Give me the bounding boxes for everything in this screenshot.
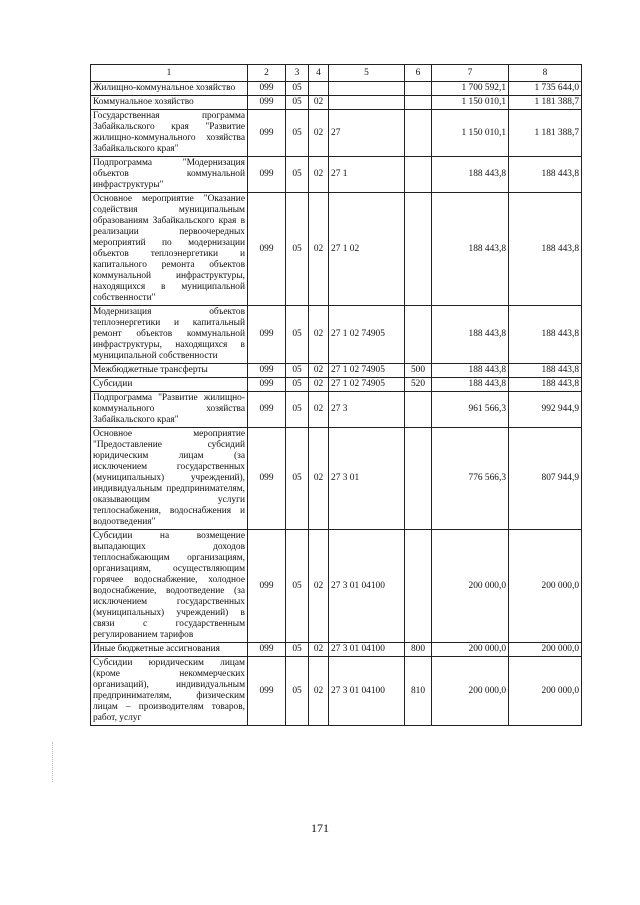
header-row bbox=[91, 65, 582, 82]
subsection-code: 02 bbox=[309, 643, 329, 657]
header-cell: 6 bbox=[405, 65, 432, 82]
table-row bbox=[91, 110, 582, 157]
target-article: 27 1 bbox=[329, 157, 405, 193]
table-row bbox=[91, 82, 582, 96]
ministry-code: 099 bbox=[248, 392, 286, 428]
subsection-code: 02 bbox=[309, 110, 329, 157]
table-row bbox=[91, 392, 582, 428]
table-row bbox=[91, 157, 582, 193]
section-code: 05 bbox=[286, 378, 309, 392]
table-body bbox=[91, 65, 582, 726]
target-article: 27 bbox=[329, 110, 405, 157]
row-name: Субсидии bbox=[91, 378, 248, 392]
ministry-code: 099 bbox=[248, 530, 286, 643]
expense-type bbox=[405, 530, 432, 643]
section-code: 05 bbox=[286, 157, 309, 193]
amount-year-1: 200 000,0 bbox=[432, 643, 509, 657]
amount-year-2: 1 735 644,0 bbox=[509, 82, 582, 96]
amount-year-1: 200 000,0 bbox=[432, 530, 509, 643]
amount-year-1: 1 150 010,1 bbox=[432, 110, 509, 157]
ministry-code: 099 bbox=[248, 428, 286, 530]
subsection-code: 02 bbox=[309, 306, 329, 364]
amount-year-2: 807 944,9 bbox=[509, 428, 582, 530]
row-name: Подпрограмма "Модернизация объектов коммунальной инфраструктуры" bbox=[91, 157, 248, 193]
amount-year-2: 992 944,9 bbox=[509, 392, 582, 428]
expense-type: 810 bbox=[405, 657, 432, 726]
table-row bbox=[91, 428, 582, 530]
amount-year-1: 188 443,8 bbox=[432, 306, 509, 364]
amount-year-2: 188 443,8 bbox=[509, 364, 582, 378]
section-code: 05 bbox=[286, 643, 309, 657]
expense-type bbox=[405, 392, 432, 428]
amount-year-2: 188 443,8 bbox=[509, 378, 582, 392]
row-name: Основное мероприятие "Оказание содействия муниципальным образованиям Забайкальского края в реализации первоочередных мероприятий по модернизации объектов теплоэнергетики и капитального ремонта объектов коммунальной инфраструктуры, находящихся в муниципальной собственности" bbox=[91, 193, 248, 306]
target-article bbox=[329, 96, 405, 110]
amount-year-2: 200 000,0 bbox=[509, 530, 582, 643]
row-name: Иные бюджетные ассигнования bbox=[91, 643, 248, 657]
amount-year-1: 188 443,8 bbox=[432, 364, 509, 378]
expense-type bbox=[405, 193, 432, 306]
section-code: 05 bbox=[286, 193, 309, 306]
amount-year-2: 200 000,0 bbox=[509, 643, 582, 657]
subsection-code: 02 bbox=[309, 657, 329, 726]
amount-year-1: 188 443,8 bbox=[432, 378, 509, 392]
ministry-code: 099 bbox=[248, 110, 286, 157]
table-row bbox=[91, 364, 582, 378]
amount-year-2: 188 443,8 bbox=[509, 306, 582, 364]
row-name: Модернизация объектов теплоэнергетики и капитальный ремонт объектов коммунальной инфраструктуры, находящихся в муниципальной собственности bbox=[91, 306, 248, 364]
section-code: 05 bbox=[286, 96, 309, 110]
subsection-code: 02 bbox=[309, 193, 329, 306]
expense-type bbox=[405, 157, 432, 193]
table-row bbox=[91, 378, 582, 392]
amount-year-1: 1 150 010,1 bbox=[432, 96, 509, 110]
ministry-code: 099 bbox=[248, 96, 286, 110]
expense-type bbox=[405, 110, 432, 157]
subsection-code: 02 bbox=[309, 364, 329, 378]
amount-year-2: 200 000,0 bbox=[509, 657, 582, 726]
amount-year-1: 1 700 592,1 bbox=[432, 82, 509, 96]
table-row bbox=[91, 193, 582, 306]
amount-year-2: 188 443,8 bbox=[509, 157, 582, 193]
table-row bbox=[91, 96, 582, 110]
subsection-code: 02 bbox=[309, 157, 329, 193]
section-code: 05 bbox=[286, 82, 309, 96]
ministry-code: 099 bbox=[248, 157, 286, 193]
subsection-code bbox=[309, 82, 329, 96]
section-code: 05 bbox=[286, 306, 309, 364]
table-row bbox=[91, 530, 582, 643]
ministry-code: 099 bbox=[248, 657, 286, 726]
header-cell: 8 bbox=[509, 65, 582, 82]
amount-year-1: 200 000,0 bbox=[432, 657, 509, 726]
row-name: Субсидии юридическим лицам (кроме некоммерческих организаций), индивидуальным предпринимателям, физическим лицам – производителям товаров, работ, услуг bbox=[91, 657, 248, 726]
target-article: 27 1 02 74905 bbox=[329, 364, 405, 378]
amount-year-1: 776 566,3 bbox=[432, 428, 509, 530]
target-article: 27 3 01 04100 bbox=[329, 643, 405, 657]
target-article bbox=[329, 82, 405, 96]
row-name: Жилищно-коммунальное хозяйство bbox=[91, 82, 248, 96]
expense-type: 520 bbox=[405, 378, 432, 392]
header-cell: 3 bbox=[286, 65, 309, 82]
ministry-code: 099 bbox=[248, 193, 286, 306]
target-article: 27 3 01 bbox=[329, 428, 405, 530]
row-name: Межбюджетные трансферты bbox=[91, 364, 248, 378]
page-number: 171 bbox=[311, 821, 329, 835]
expense-type: 800 bbox=[405, 643, 432, 657]
ministry-code: 099 bbox=[248, 378, 286, 392]
amount-year-1: 961 566,3 bbox=[432, 392, 509, 428]
row-name: Государственная программа Забайкальского края "Развитие жилищно-коммунального хозяйства Забайкальского края" bbox=[91, 110, 248, 157]
expense-type bbox=[405, 82, 432, 96]
row-name: Субсидии на возмещение выпадающих доходов теплоснабжающим организациям, организациям, осуществляющим горячее водоснабжение, холодное водоснабжение, водоотведение (за исключением государственных (муниципальных) учреждений) в связи с государственным регулированием тарифов bbox=[91, 530, 248, 643]
ministry-code: 099 bbox=[248, 643, 286, 657]
target-article: 27 1 02 bbox=[329, 193, 405, 306]
table-row bbox=[91, 657, 582, 726]
section-code: 05 bbox=[286, 428, 309, 530]
table-row bbox=[91, 643, 582, 657]
header-cell: 5 bbox=[329, 65, 405, 82]
section-code: 05 bbox=[286, 392, 309, 428]
header-cell: 2 bbox=[248, 65, 286, 82]
ministry-code: 099 bbox=[248, 364, 286, 378]
amount-year-2: 1 181 388,7 bbox=[509, 110, 582, 157]
table-row bbox=[91, 306, 582, 364]
subsection-code: 02 bbox=[309, 378, 329, 392]
subsection-code: 02 bbox=[309, 428, 329, 530]
header-cell: 1 bbox=[91, 65, 248, 82]
expense-type bbox=[405, 428, 432, 530]
expense-type: 500 bbox=[405, 364, 432, 378]
target-article: 27 3 01 04100 bbox=[329, 657, 405, 726]
row-name: Основное мероприятие "Предоставление субсидий юридическим лицам (за исключением государственных (муниципальных) учреждений), индивидуальным предпринимателям, оказывающим услуги теплоснабжения, водоснабжения и водоотведения" bbox=[91, 428, 248, 530]
ministry-code: 099 bbox=[248, 82, 286, 96]
header-cell: 4 bbox=[309, 65, 329, 82]
margin-mark bbox=[52, 742, 55, 782]
row-name: Коммунальное хозяйство bbox=[91, 96, 248, 110]
expense-type bbox=[405, 96, 432, 110]
amount-year-1: 188 443,8 bbox=[432, 157, 509, 193]
amount-year-1: 188 443,8 bbox=[432, 193, 509, 306]
target-article: 27 1 02 74905 bbox=[329, 378, 405, 392]
amount-year-2: 1 181 388,7 bbox=[509, 96, 582, 110]
section-code: 05 bbox=[286, 530, 309, 643]
section-code: 05 bbox=[286, 110, 309, 157]
ministry-code: 099 bbox=[248, 306, 286, 364]
subsection-code: 02 bbox=[309, 96, 329, 110]
target-article: 27 3 bbox=[329, 392, 405, 428]
budget-table bbox=[90, 64, 582, 726]
amount-year-2: 188 443,8 bbox=[509, 193, 582, 306]
subsection-code: 02 bbox=[309, 392, 329, 428]
subsection-code: 02 bbox=[309, 530, 329, 643]
target-article: 27 3 01 04100 bbox=[329, 530, 405, 643]
section-code: 05 bbox=[286, 657, 309, 726]
target-article: 27 1 02 74905 bbox=[329, 306, 405, 364]
header-cell: 7 bbox=[432, 65, 509, 82]
section-code: 05 bbox=[286, 364, 309, 378]
expense-type bbox=[405, 306, 432, 364]
row-name: Подпрограмма "Развитие жилищно-коммунального хозяйства Забайкальского края" bbox=[91, 392, 248, 428]
